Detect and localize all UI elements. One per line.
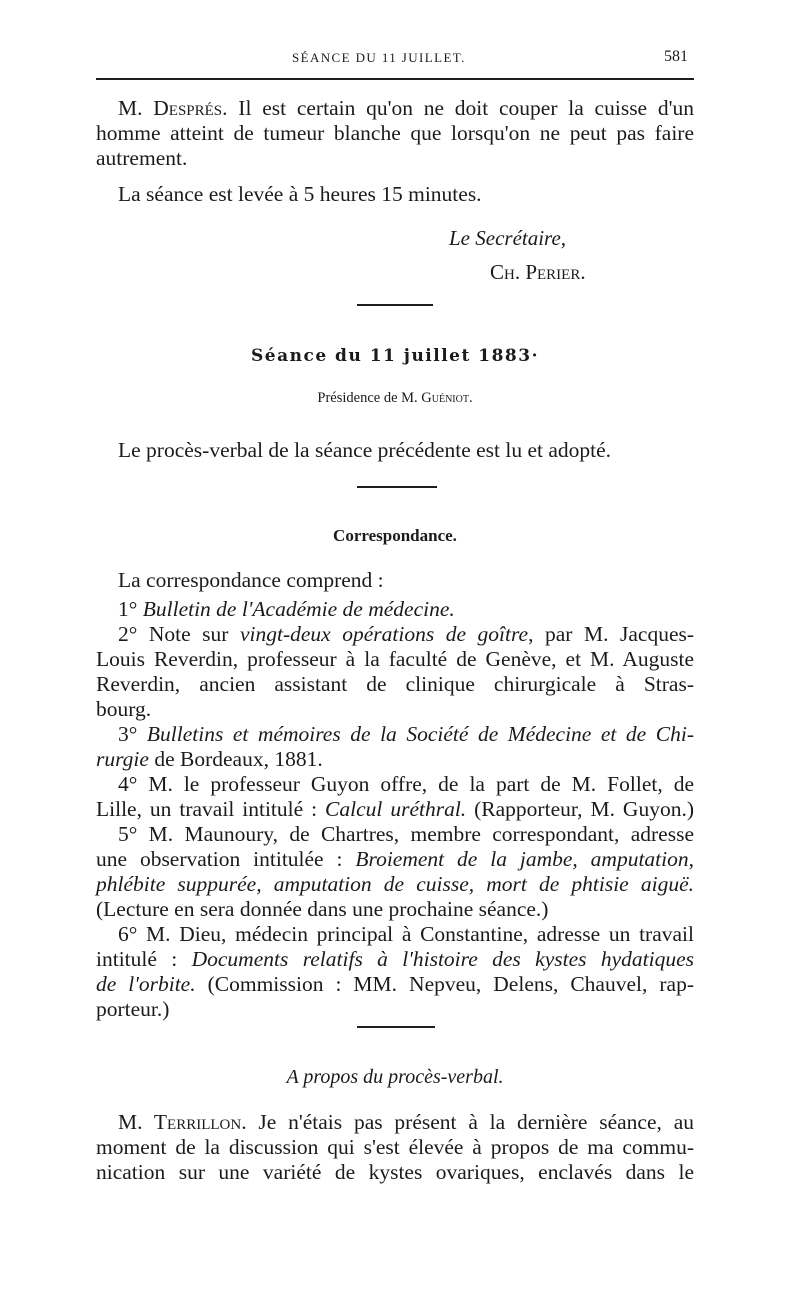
despres-line-3: autrement. (96, 146, 188, 170)
item-3-line-1: 3° Bulletins et mémoires de la Société de Médecine et de Chi- (118, 722, 694, 746)
item-6-line-4: porteur.) (96, 997, 170, 1021)
item-1: 1° Bulletin de l'Académie de médecine. (118, 597, 455, 621)
terrillon-paragraph: M. Terrillon. Je n'étais pas présent à la dernière séance, au moment de la discussion qui s'est élevée à propos de ma commu- nication sur une variété de kystes ovariques, enclavés dans le (96, 1110, 694, 1184)
item-5-line-2: une observation intitulée : Broiement de la jambe, amputation, (96, 847, 694, 871)
presidence-line: Présidence de M. Guéniot. (317, 390, 473, 406)
closing-line: La séance est levée à 5 heures 15 minutes. (118, 182, 482, 206)
terrillon-line-3: nication sur une variété de kystes ovariques, enclavés dans le (96, 1160, 694, 1184)
minutes-line: Le procès-verbal de la séance précédente est lu et adopté. (118, 438, 612, 462)
divider-3 (357, 1026, 435, 1028)
divider-1 (357, 304, 433, 306)
item-5-line-1: 5° M. Maunoury, de Chartres, membre correspondant, adresse (118, 822, 694, 846)
divider-2 (357, 486, 437, 488)
item-6-line-2: intitulé : Documents relatifs à l'histoire des kystes hydatiques (96, 947, 694, 971)
running-header-title: SÉANCE DU 11 JUILLET. (292, 50, 466, 65)
correspondance-intro: La correspondance comprend : (118, 568, 384, 592)
item-5-line-3: phlébite suppurée, amputation de cuisse, mort de phtisie aiguë. (96, 872, 694, 896)
item-2-line-2: Louis Reverdin, professeur à la faculté de Genève, et M. Auguste (96, 647, 694, 671)
despres-paragraph (96, 96, 694, 171)
item-6-line-1: 6° M. Dieu, médecin principal à Constantine, adresse un travail (118, 922, 694, 946)
despres-line-2: homme atteint de tumeur blanche que lorsqu'on ne peut pas faire (96, 121, 694, 145)
item-6-line-3: de l'orbite. (Commission : MM. Nepveu, Delens, Chauvel, rap- (96, 972, 694, 996)
terrillon-line-2: moment de la discussion qui s'est élevée à propos de ma commu- (96, 1135, 694, 1159)
item-5-line-4: (Lecture en sera donnée dans une prochaine séance.) (96, 897, 549, 921)
session-title: Séance du 11 juillet 1883· (251, 346, 539, 366)
speaker-terrillon: M. Terrillon. (118, 1110, 247, 1134)
president-name: Guéniot. (421, 390, 473, 406)
item-4-line-2: Lille, un travail intitulé : Calcul uréthral. (Rapporteur, M. Guyon.) (96, 797, 694, 821)
correspondance-heading: Correspondance. (333, 526, 457, 545)
page-number: 581 (664, 48, 688, 65)
signature-name: Ch. Perier. (490, 260, 586, 284)
despres-line-1: Il est certain qu'on ne doit couper la cuisse d'un (227, 96, 694, 120)
speaker-despres: M. Després. (118, 96, 228, 120)
item-4-line-1: 4° M. le professeur Guyon offre, de la part de M. Follet, de (118, 772, 694, 796)
item-2-line-4: bourg. (96, 697, 152, 721)
signature-role: Le Secrétaire, (449, 226, 567, 250)
item-2-line-1: 2° Note sur vingt-deux opérations de goître, par M. Jacques- (118, 622, 695, 646)
item-3-line-2: rurgie de Bordeaux, 1881. (96, 747, 323, 771)
item-2-line-3: Reverdin, ancien assistant de clinique chirurgicale à Stras- (96, 672, 694, 696)
proces-verbal-heading: A propos du procès-verbal. (286, 1066, 504, 1088)
header-rule (96, 78, 694, 80)
correspondance-list (96, 568, 694, 1022)
